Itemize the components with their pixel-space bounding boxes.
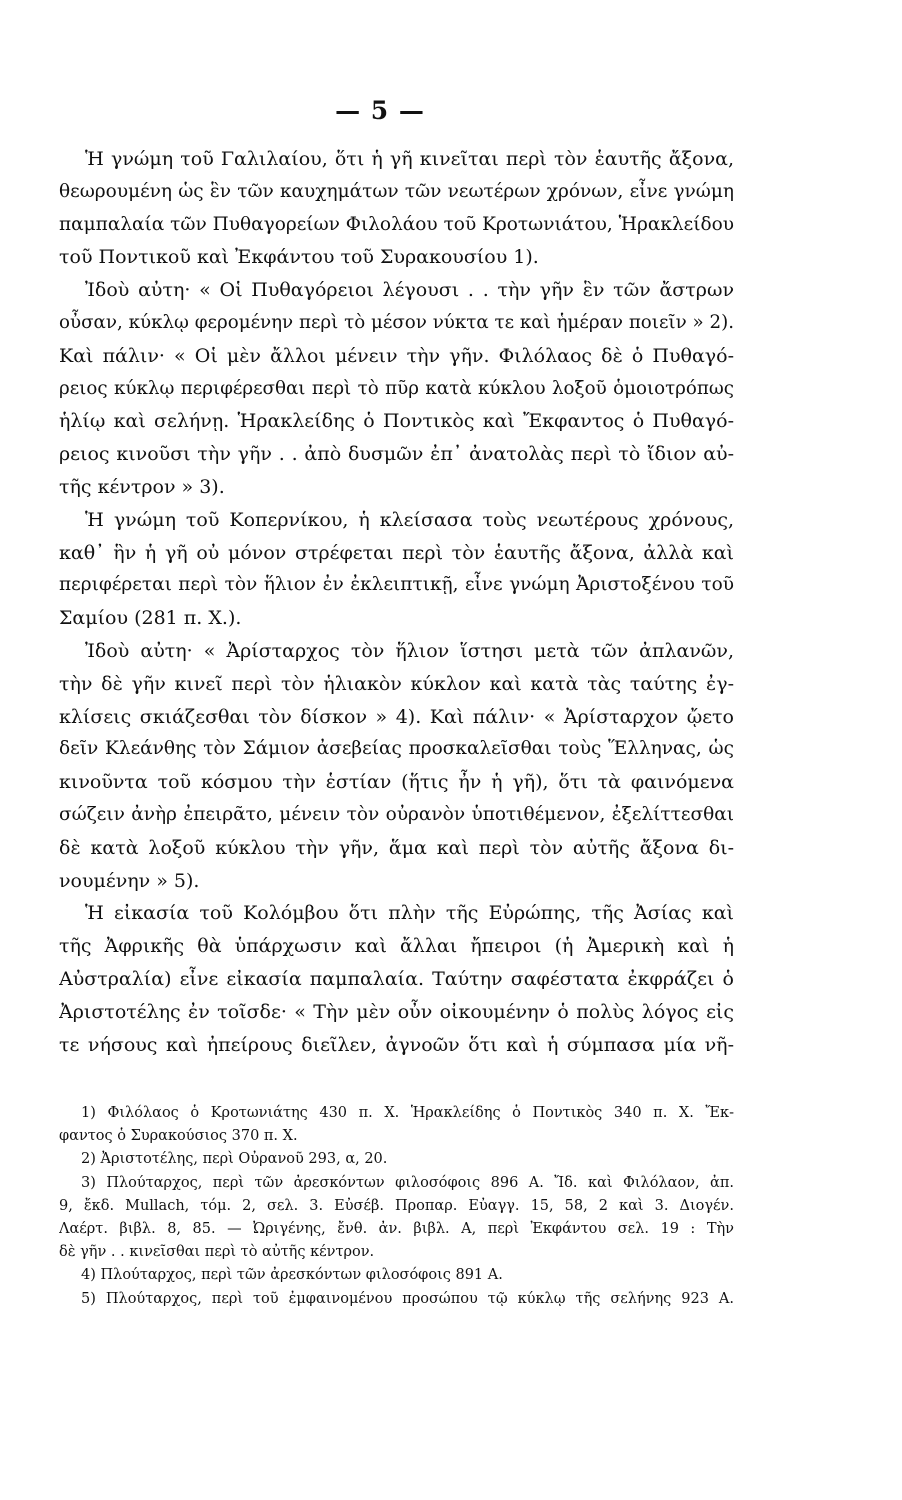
text-line: Ἰδοὺ αὐτη· « Οἱ Πυθαγόρειοι λέγουσι . . τὴν γῆν ἓν τῶν ἄστρων	[85, 279, 734, 302]
text-line: δὲ κατὰ λοξοῦ κύκλου τὴν γῆν, ἅμα καὶ περὶ τὸν αὐτῆς ἄξονα δι-	[59, 836, 734, 859]
text-line: παμπαλαία τῶν Πυθαγορείων Φιλολάου τοῦ Κροτωνιάτου, Ἡρακλείδου	[59, 213, 734, 235]
footnote-line: 1) Φιλόλαος ὁ Κροτωνιάτης 430 π. Χ. Ἡρακλείδης ὁ Ποντικὸς 340 π. Χ. Ἔκ-	[81, 1105, 734, 1121]
text-line: κλίσεις σκιάζεσθαι τὸν δίσκον » 4). Καὶ πάλιν· « Ἀρίσταρχον ᾤετο	[59, 705, 734, 728]
page-number: — 5 —	[335, 96, 425, 125]
text-line: Ἡ εἰκασία τοῦ Κολόμβου ὅτι πλὴν τῆς Εὐρώπης, τῆς Ἀσίας καὶ	[85, 902, 734, 925]
footnote-line: 9, ἔκδ. Mullach, τόμ. 2, σελ. 3. Εὐσέβ. Προπαρ. Εὐαγγ. 15, 58, 2 καὶ 3. Διογέν.	[59, 1197, 734, 1214]
text-line: καθ᾽ ἣν ἡ γῆ οὐ μόνον στρέφεται περὶ τὸν ἑαυτῆς ἄξονα, ἀλλὰ καὶ	[59, 541, 734, 564]
footnote-line: 3) Πλούταρχος, περὶ τῶν ἀρεσκόντων φιλοσόφοις 896 Α. Ἴδ. καὶ Φιλόλαον, ἀπ.	[81, 1174, 734, 1191]
text-line: περιφέρεται περὶ τὸν ἥλιον ἐν ἐκλειπτικῇ, εἶνε γνώμη Ἀριστοξένου τοῦ	[59, 574, 734, 596]
text-line: τὴν δὲ γῆν κινεῖ περὶ τὸν ἡλιακὸν κύκλον καὶ κατὰ τὰς ταύτης ἐγ-	[59, 672, 734, 695]
text-line: σώζειν ἀνὴρ ἐπειρᾶτο, μένειν τὸν οὐρανὸν ὑποτιθέμενον, ἐξελίττεσθαι	[59, 803, 734, 825]
footnotes	[59, 1102, 734, 1311]
text-line: τε νήσους καὶ ἠπείρους διεῖλεν, ἀγνοῶν ὅτι καὶ ἡ σύμπασα μία νῆ-	[59, 1033, 734, 1056]
text-line: θεωρουμένη ὡς ἓν τῶν καυχημάτων τῶν νεωτέρων χρόνων, εἶνε γνώμη	[59, 180, 734, 202]
text-line: τῆς Ἀφρικῆς θὰ ὑπάρχωσιν καὶ ἄλλαι ἤπειροι (ἡ Ἀμερικὴ καὶ ἡ	[59, 935, 734, 958]
text-line: κινοῦντα τοῦ κόσμου τὴν ἑστίαν (ἥτις ἦν ἡ γῆ), ὅτι τὰ φαινόμενα	[59, 771, 734, 794]
text-line: Αὐστραλία) εἶνε εἰκασία παμπαλαία. Ταύτην σαφέστατα ἐκφράζει ὁ	[59, 967, 734, 990]
text-line: νουμένην » 5).	[59, 869, 200, 892]
text-line: δεῖν Κλεάνθης τὸν Σάμιον ἀσεβείας προσκαλεῖσθαι τοὺς Ἕλληνας, ὡς	[59, 738, 734, 760]
footnote-line: δὲ γῆν . . κινεῖσθαι περὶ τὸ αὐτῆς κέντρον.	[59, 1244, 375, 1261]
body-text	[59, 143, 734, 1061]
text-line: ρειος κινοῦσι τὴν γῆν . . ἀπὸ δυσμῶν ἐπ᾽ ἀνατολὰς περὶ τὸ ἴδιον αὐ-	[59, 443, 734, 466]
footnote-line: φαντος ὁ Συρακούσιος 370 π. Χ.	[59, 1128, 298, 1145]
footnote-line: 4) Πλούταρχος, περὶ τῶν ἀρεσκόντων φιλοσόφοις 891 Α.	[81, 1267, 503, 1284]
text-line: τῆς κέντρον » 3).	[59, 475, 225, 498]
footnote-line: Λαέρτ. βιβλ. 8, 85. — Ὠριγένης, ἔνθ. ἀν. βιβλ. Α, περὶ Ἐκφάντου σελ. 19 : Τὴν	[59, 1220, 734, 1237]
text-line: ἡλίῳ καὶ σελήνῃ. Ἡρακλείδης ὁ Ποντικὸς καὶ Ἔκφαντος ὁ Πυθαγό-	[59, 410, 734, 433]
text-line: Καὶ πάλιν· « Οἱ μὲν ἄλλοι μένειν τὴν γῆν. Φιλόλαος δὲ ὁ Πυθαγό-	[59, 344, 734, 367]
text-line: Ἰδοὺ αὐτη· « Ἀρίσταρχος τὸν ἥλιον ἵστησι μετὰ τῶν ἀπλανῶν,	[85, 639, 734, 662]
text-line: ρειος κύκλῳ περιφέρεσθαι περὶ τὸ πῦρ κατὰ κύκλου λοξοῦ ὁμοιοτρόπως	[59, 377, 734, 399]
text-line: Σαμίου (281 π. Χ.).	[59, 607, 242, 630]
text-line: τοῦ Ποντικοῦ καὶ Ἐκφάντου τοῦ Συρακουσίου 1).	[59, 246, 539, 269]
text-line: Ἡ γνώμη τοῦ Κοπερνίκου, ἡ κλείσασα τοὺς νεωτέρους χρόνους,	[85, 508, 734, 531]
footnote-line: 5) Πλούταρχος, περὶ τοῦ ἐμφαινομένου προσώπου τῷ κύκλῳ τῆς σελήνης 923 Α.	[81, 1290, 734, 1307]
text-line: Ἡ γνώμη τοῦ Γαλιλαίου, ὅτι ἡ γῆ κινεῖται περὶ τὸν ἑαυτῆς ἄξονα,	[85, 148, 734, 170]
text-line: Ἀριστοτέλης ἐν τοῖσδε· « Τὴν μὲν οὖν οἰκουμένην ὁ πολὺς λόγος εἰς	[59, 1000, 734, 1023]
footnote-line: 2) Ἀριστοτέλης, περὶ Οὐρανοῦ 293, α, 20.	[81, 1151, 388, 1168]
text-line: οὖσαν, κύκλῳ φερομένην περὶ τὸ μέσον νύκτα τε καὶ ἡμέραν ποιεῖν » 2).	[59, 311, 734, 333]
